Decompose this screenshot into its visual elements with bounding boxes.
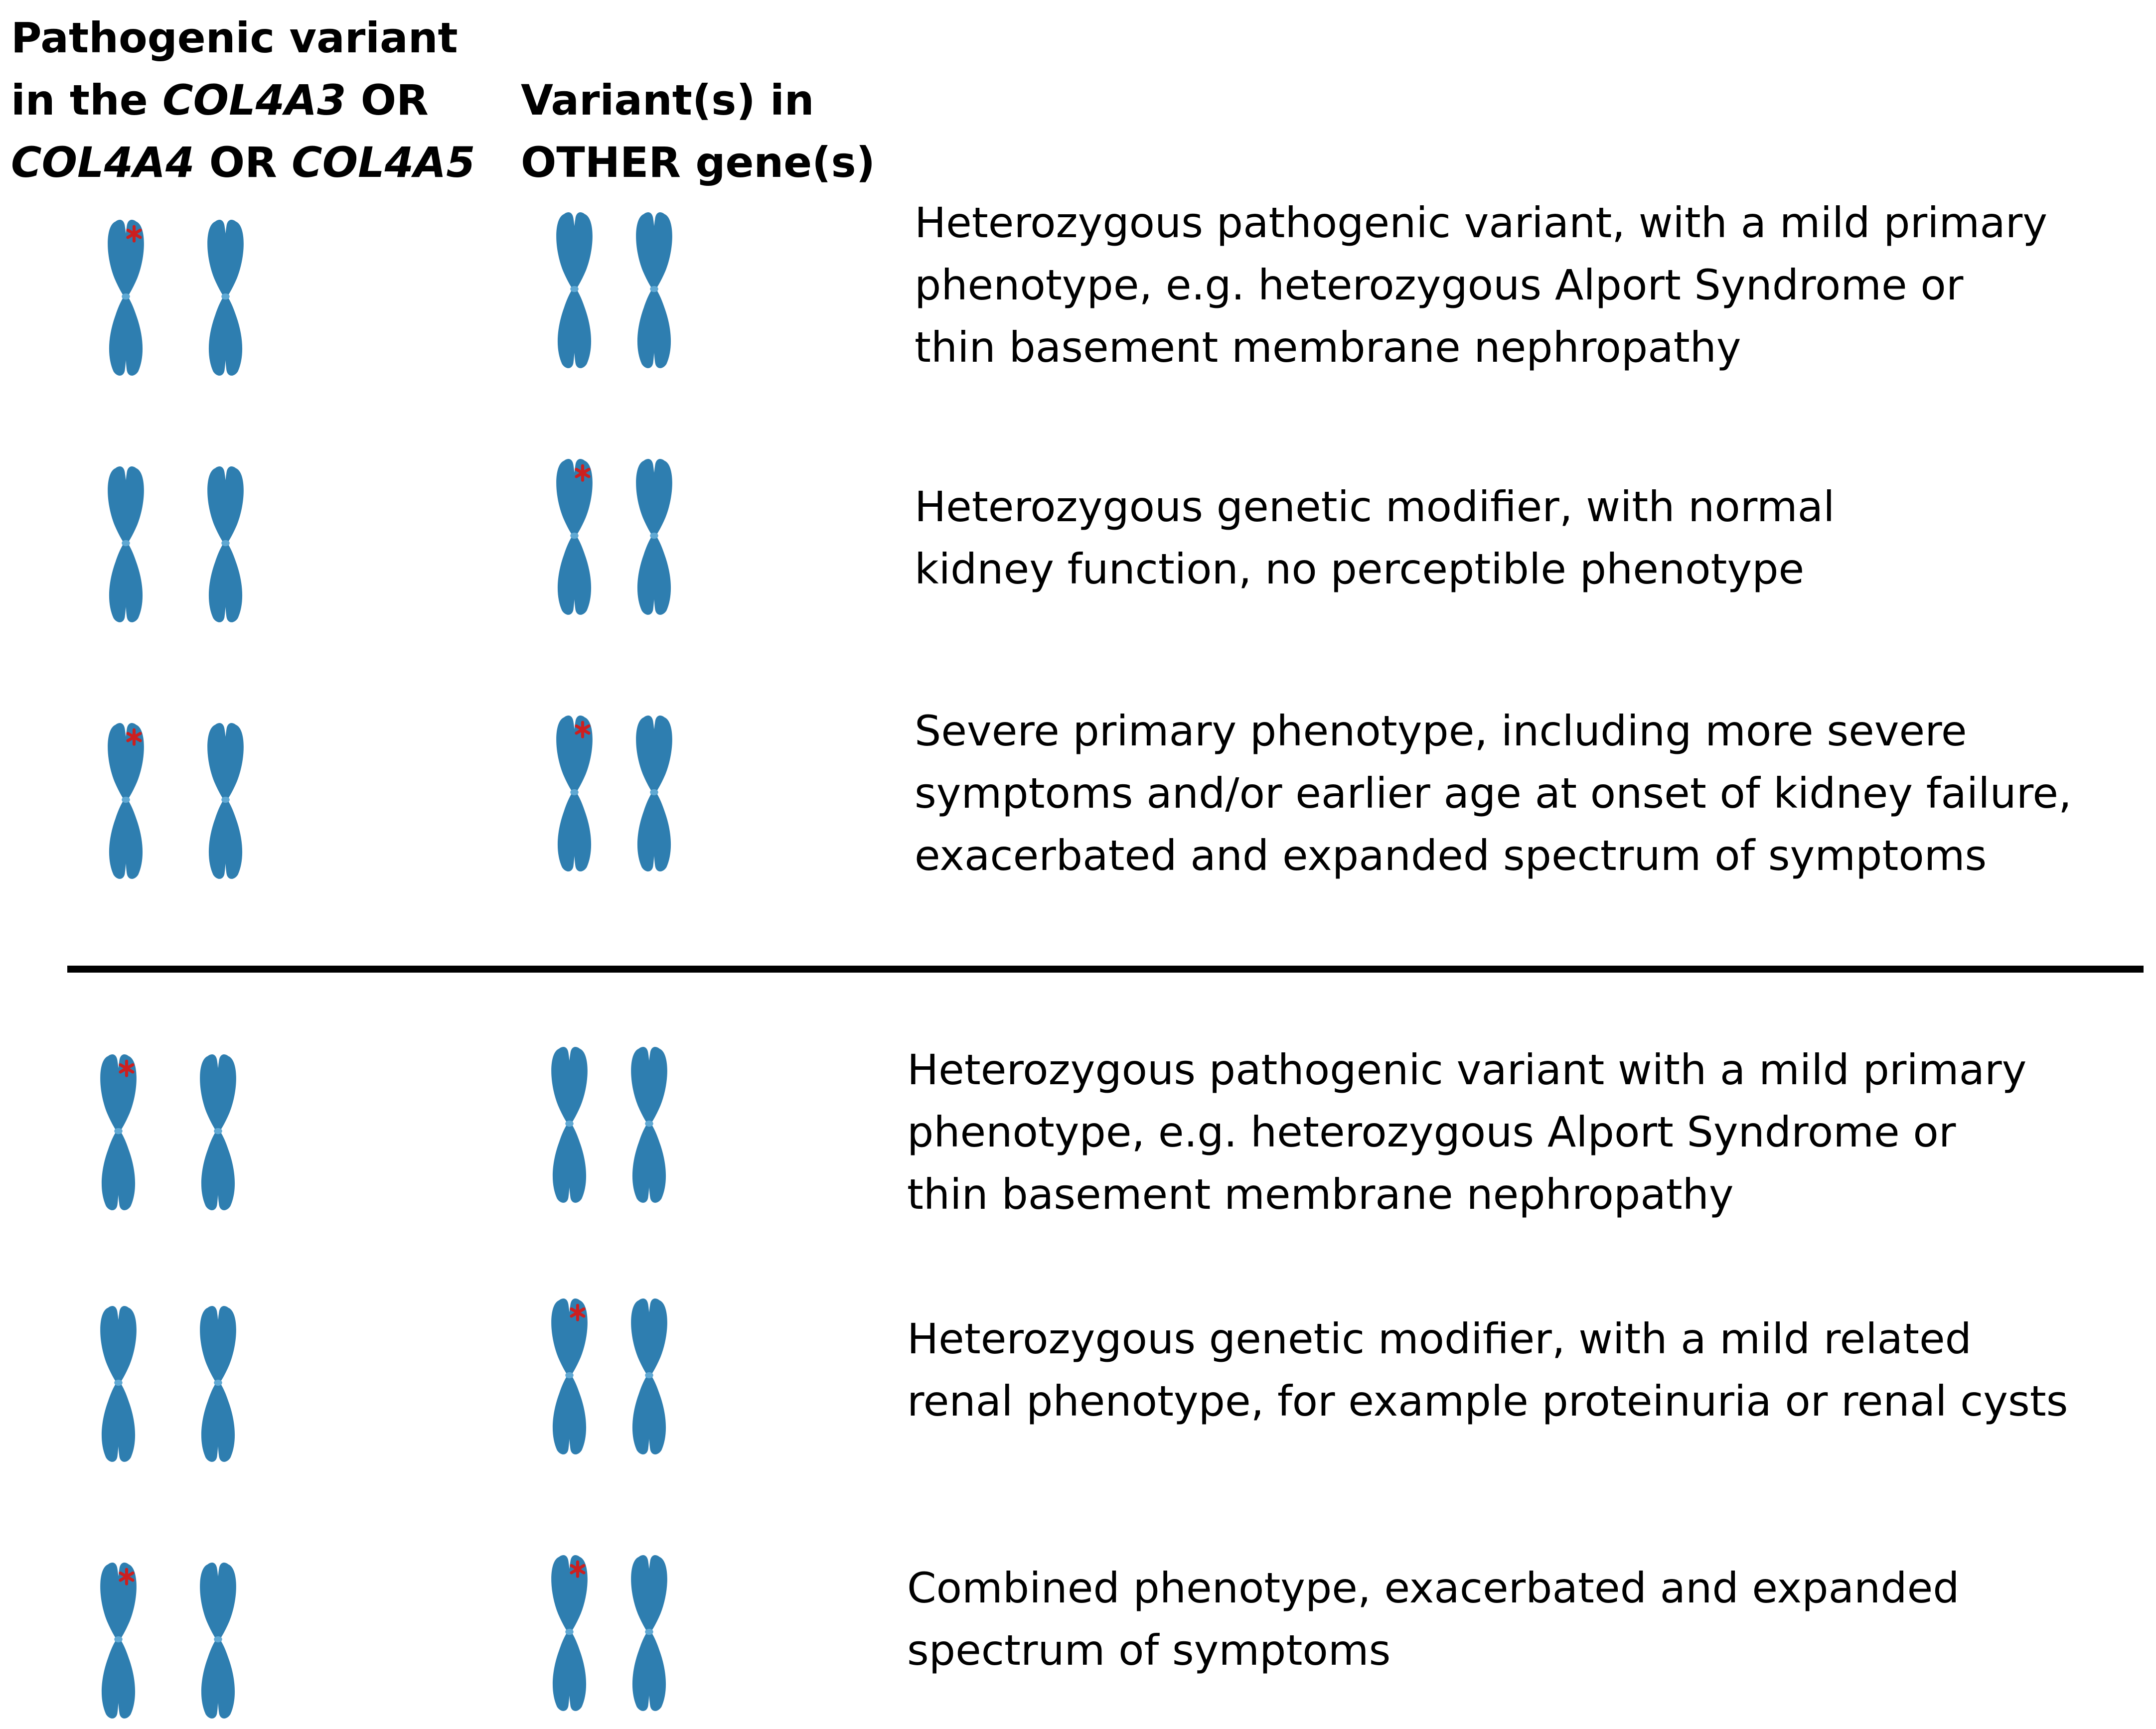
- centromere: [570, 533, 579, 539]
- centromere: [565, 1121, 574, 1127]
- section-2-row-3-other-chromosome-1: [543, 1550, 596, 1714]
- section-divider: [67, 966, 2144, 973]
- section-2-row-2-description: Heterozygous genetic modifier, with a mild related renal phenotype, for example proteinuria or renal cysts: [907, 1314, 2068, 1426]
- section-1-row-3-description: Severe primary phenotype, including more severe symptoms and/or earlier age at onset of kidney failure, exacerbated and expanded spectrum of symptoms: [915, 707, 2072, 880]
- centromere: [114, 1636, 123, 1642]
- centromere: [645, 1629, 653, 1635]
- section-1-row-1-col4-chromosome-1: [100, 214, 152, 379]
- gene-col4a3: COL4A3: [162, 76, 346, 125]
- header-col4-line1: Pathogenic variant: [11, 13, 458, 62]
- section-2-row-3-other-chromosome-2: [623, 1550, 675, 1714]
- centromere: [221, 293, 230, 299]
- section-2-row-3-description: Combined phenotype, exacerbated and expanded spectrum of symptoms: [907, 1564, 1960, 1675]
- centromere: [650, 533, 658, 539]
- centromere: [565, 1372, 574, 1378]
- section-1-row-2-other-chromosome-1: [548, 453, 601, 618]
- section-1-row-2-col4-chromosome-2: [199, 461, 252, 625]
- centromere: [645, 1121, 653, 1127]
- section-2-row-1-col4-chromosome-1: [92, 1049, 145, 1213]
- header-other-line2: OTHER gene(s): [521, 138, 875, 187]
- section-1-row-2-col4-chromosome-1: [100, 461, 152, 625]
- section-2-row-1-description: Heterozygous pathogenic variant with a mild primary phenotype, e.g. heterozygous Alport Syndrome or thin basement membrane nephropathy: [907, 1045, 2027, 1219]
- section-1-row-3-col4-chromosome-2: [199, 718, 252, 882]
- header-other-genes: [521, 69, 875, 194]
- section-1-row-3-other-chromosome-1: [548, 710, 601, 874]
- centromere: [214, 1380, 222, 1386]
- centromere: [214, 1128, 222, 1134]
- centromere: [114, 1380, 123, 1386]
- centromere: [122, 797, 130, 803]
- header-col4-line2-suffix: OR: [346, 76, 429, 125]
- centromere: [214, 1636, 222, 1642]
- section-2-row-2-other-chromosome-1: [543, 1293, 596, 1457]
- section-2-row-3-col4-chromosome-1: [92, 1557, 145, 1722]
- section-1-row-1-other-chromosome-1: [548, 207, 601, 371]
- section-1-row-2-description: Heterozygous genetic modifier, with normal kidney function, no perceptible phenotype: [915, 482, 1835, 593]
- section-1-row-3-col4-chromosome-1: [100, 718, 152, 882]
- section-1-row-1-other-chromosome-2: [628, 207, 680, 371]
- header-col4-genes: [11, 7, 475, 194]
- section-2-row-1-other-chromosome-2: [623, 1041, 675, 1206]
- centromere: [114, 1128, 123, 1134]
- section-1-row-1-description: Heterozygous pathogenic variant, with a mild primary phenotype, e.g. heterozygous Alport Syndrome or thin basement membrane nephropathy: [915, 198, 2048, 372]
- centromere: [650, 286, 658, 292]
- centromere: [650, 789, 658, 795]
- centromere: [122, 540, 130, 546]
- centromere: [221, 797, 230, 803]
- section-1-row-3-other-chromosome-2: [628, 710, 680, 874]
- section-2-row-3-col4-chromosome-2: [192, 1557, 244, 1722]
- centromere: [570, 789, 579, 795]
- gene-col4a5: COL4A5: [292, 138, 475, 187]
- header-col4-line2-prefix: in the: [11, 76, 163, 125]
- centromere: [645, 1372, 653, 1378]
- section-2-row-1-col4-chromosome-2: [192, 1049, 244, 1213]
- section-1-row-1-col4-chromosome-2: [199, 214, 252, 379]
- section-2-row-2-col4-chromosome-2: [192, 1300, 244, 1465]
- centromere: [221, 540, 230, 546]
- centromere: [122, 293, 130, 299]
- centromere: [570, 286, 579, 292]
- header-other-line1: Variant(s) in: [521, 76, 814, 125]
- header-col4-line3-mid: OR: [194, 138, 292, 187]
- gene-col4a4: COL4A4: [11, 138, 195, 187]
- section-2-row-2-other-chromosome-2: [623, 1293, 675, 1457]
- section-2-row-1-other-chromosome-1: [543, 1041, 596, 1206]
- centromere: [565, 1629, 574, 1635]
- section-2-row-2-col4-chromosome-1: [92, 1300, 145, 1465]
- section-1-row-2-other-chromosome-2: [628, 453, 680, 618]
